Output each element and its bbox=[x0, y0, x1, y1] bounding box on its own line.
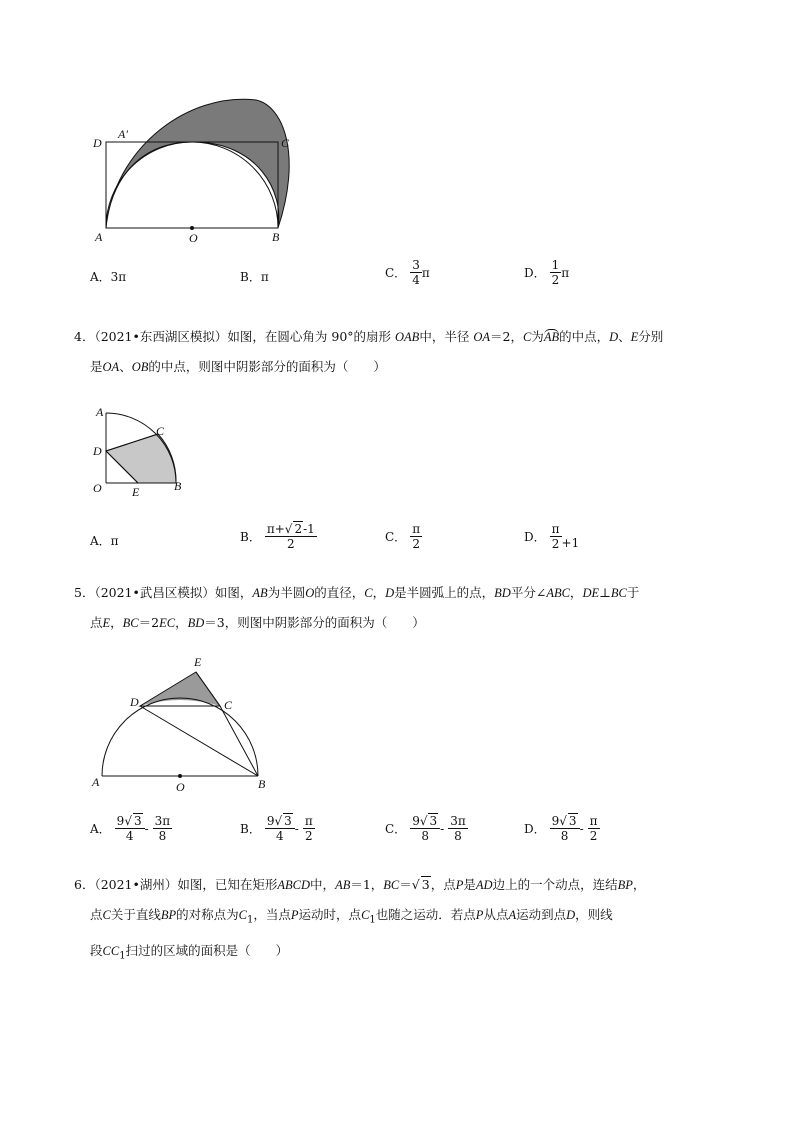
q3-shaded-crescent bbox=[106, 99, 289, 228]
option-sep: - bbox=[579, 821, 584, 836]
q3-label-A: A bbox=[95, 230, 103, 244]
q3-option-c[interactable] bbox=[385, 258, 430, 287]
q5-line-1: 5．（2021•武昌区模拟）如图，AB为半圆O的直径，C，D是半圆弧上的点，BD平分∠ABC，DE⊥BC于 bbox=[74, 585, 640, 600]
question-4-text bbox=[74, 322, 728, 382]
q4-label-O: O bbox=[93, 481, 102, 495]
q4-line-1: 4．（2021•东西湖区模拟）如图，在圆心角为 90°的扇形 OAB中，半径 OA＝2，C为AB的中点，D、E分别 bbox=[74, 329, 664, 344]
fraction: $\frac{1}{2}$ bbox=[551, 258, 560, 287]
q4-option-d[interactable] bbox=[524, 522, 579, 551]
q6-line-1: 6．（2021•湖州）如图，已知在矩形ABCD中，AB＝1，BC＝√ 3，点P是AD边上的一个动点，连结BP， bbox=[74, 877, 646, 892]
option-tail: π bbox=[421, 265, 430, 280]
option-label: A． bbox=[90, 534, 111, 548]
option-tail: +1 bbox=[561, 535, 580, 550]
question-6-text bbox=[74, 870, 728, 971]
q4-option-c[interactable] bbox=[385, 522, 422, 551]
option-sep: - bbox=[440, 821, 445, 836]
fraction: $\frac{\pi}{2}$ bbox=[589, 814, 598, 843]
q3-option-d[interactable] bbox=[524, 258, 569, 287]
q5-label-D: D bbox=[130, 695, 139, 709]
q3-figure bbox=[88, 92, 308, 252]
q5-label-A: A bbox=[92, 775, 100, 789]
q5-semicircle bbox=[102, 698, 258, 776]
q3-label-C: C bbox=[281, 136, 290, 150]
q5-option-a[interactable] bbox=[90, 814, 172, 843]
q5-center-dot bbox=[178, 774, 182, 778]
question-5-text bbox=[74, 578, 728, 638]
q4-label-E: E bbox=[132, 485, 140, 499]
q3-label-D: D bbox=[93, 136, 102, 150]
q4-line-2: 是OA、OB的中点，则图中阴影部分的面积为（ ） bbox=[90, 359, 386, 374]
q4-label-C: C bbox=[156, 424, 165, 438]
q5-chord-BD bbox=[140, 706, 258, 776]
option-label: D． bbox=[524, 530, 546, 544]
option-label: C． bbox=[385, 266, 407, 280]
q5-label-C: C bbox=[224, 698, 233, 712]
option-label: A． bbox=[90, 822, 111, 836]
q4-option-a[interactable] bbox=[90, 532, 119, 549]
q5-figure bbox=[88, 650, 278, 798]
q4-option-b[interactable] bbox=[240, 522, 317, 551]
q6-line-3: 段$CC_1$扫过的区域的面积是（ ） bbox=[90, 942, 289, 961]
q4-label-D: D bbox=[93, 444, 102, 458]
fraction: $\frac{9√ 3}{4}$ bbox=[115, 814, 145, 843]
q3-label-O: O bbox=[189, 231, 198, 245]
option-sep: - bbox=[294, 821, 299, 836]
fraction: $\frac{9√ 3}{8}$ bbox=[550, 814, 580, 843]
q5-chord-BC bbox=[220, 706, 258, 776]
q3-option-b[interactable] bbox=[240, 268, 269, 285]
q5-option-d[interactable] bbox=[524, 814, 600, 843]
option-label: D． bbox=[524, 822, 546, 836]
fraction: $\frac{\pi}{2}$ bbox=[304, 814, 313, 843]
q5-label-B: B bbox=[258, 777, 266, 791]
option-label: C． bbox=[385, 822, 407, 836]
fraction: $\frac{3\pi}{8}$ bbox=[450, 814, 466, 843]
option-tail: π bbox=[561, 265, 570, 280]
fraction: $\frac{\pi+√ 2-1}{2}$ bbox=[266, 522, 315, 551]
option-text: 3π bbox=[110, 269, 127, 284]
fraction: $\frac{\pi}{2}$ bbox=[551, 522, 560, 551]
option-label: C． bbox=[385, 530, 407, 544]
q4-figure bbox=[90, 404, 200, 504]
q3-label-A-prime: A′ bbox=[118, 127, 128, 141]
q5-line-2: 点E，BC＝2EC，BD＝3，则图中阴影部分的面积为（ ） bbox=[90, 615, 425, 630]
option-label: B． bbox=[240, 530, 261, 544]
fraction: $\frac{9√ 3}{4}$ bbox=[265, 814, 295, 843]
q3-option-a[interactable] bbox=[90, 268, 126, 285]
q4-label-B: B bbox=[174, 479, 182, 493]
option-label: B． bbox=[240, 270, 261, 284]
fraction: $\frac{9√ 3}{8}$ bbox=[410, 814, 440, 843]
q4-label-A: A bbox=[96, 405, 104, 419]
q4-shaded-arc bbox=[106, 434, 176, 483]
q5-option-c[interactable] bbox=[385, 814, 468, 843]
option-label: A． bbox=[90, 270, 111, 284]
option-text: π bbox=[260, 269, 269, 284]
q5-label-E: E bbox=[194, 655, 202, 669]
q3-center-dot bbox=[190, 226, 194, 230]
q5-option-b[interactable] bbox=[240, 814, 315, 843]
option-text: π bbox=[110, 533, 119, 548]
fraction: $\frac{3}{4}$ bbox=[412, 258, 420, 287]
option-sep: - bbox=[144, 821, 149, 836]
q6-line-2: 点C关于直线BP的对称点为$C_1$，当点P运动时，点$C_1$也随之运动．若点P从点A运动到点D，则线 bbox=[90, 907, 613, 926]
option-label: B． bbox=[240, 822, 261, 836]
q5-label-O: O bbox=[176, 780, 185, 794]
fraction: $\frac{\pi}{2}$ bbox=[412, 522, 421, 551]
option-label: D． bbox=[524, 266, 546, 280]
q3-label-B: B bbox=[272, 230, 280, 244]
fraction: $\frac{3\pi}{8}$ bbox=[154, 814, 171, 843]
